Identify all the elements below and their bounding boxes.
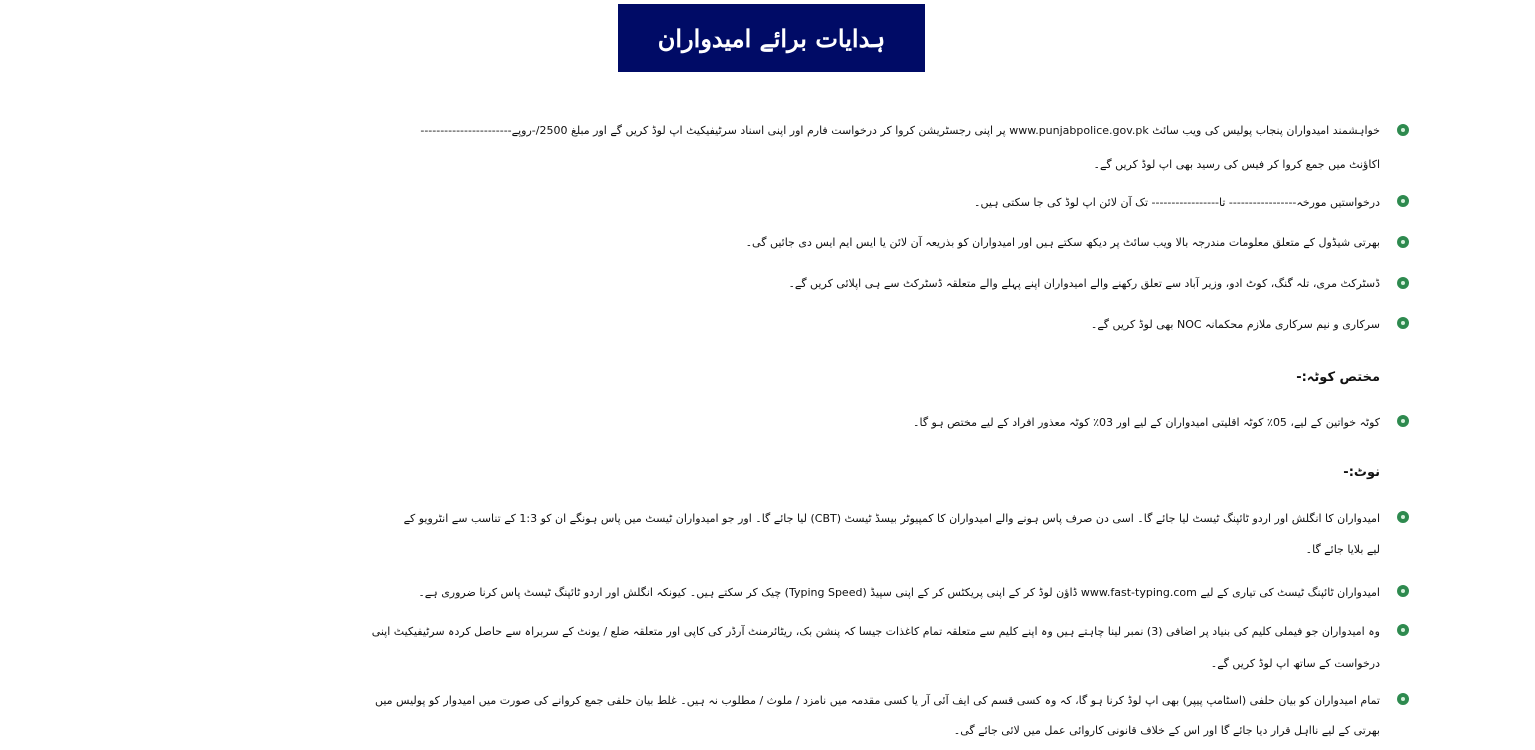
bullet-icon	[1397, 585, 1409, 597]
instruction-item-5: سرکاری و نیم سرکاری ملازم محکمانہ NOC بھی لوڈ کریں گے۔	[1090, 318, 1380, 331]
note-item-2: امیدواران ٹائپنگ ٹیسٹ کی تیاری کے لیے www.fast-typing.com ڈاؤن لوڈ کر کے اپنی پریکٹس کر کے اپنی سپیڈ (Typing Speed) چیک کر سکتے ہیں۔ کیونکہ انگلش اور اردو ٹائپنگ ٹیسٹ پاس کرنا ضروری ہے۔	[418, 586, 1380, 599]
instruction-item-2: درخواستیں مورخہ----------------- تا----------------- تک آن لائن اپ لوڈ کی جا سکتی ہیں۔	[974, 196, 1380, 209]
bullet-icon	[1397, 624, 1409, 636]
bullet-icon	[1397, 195, 1409, 207]
note-heading: نوٹ:-	[1343, 465, 1380, 480]
note-item-3-line-2: درخواست کے ساتھ اپ لوڈ کریں گے۔	[1210, 657, 1380, 670]
instruction-item-3: بھرتی شیڈول کے متعلق معلومات مندرجہ بالا ویب سائٹ پر دیکھ سکتے ہیں اور امیدواران کو بذریعہ آن لائن یا ایس ایم ایس دی جائیں گی۔	[745, 236, 1380, 249]
note-item-3-line-1: وہ امیدواران جو فیملی کلیم کی بنیاد پر اضافی (3) نمبر لینا چاہتے ہیں وہ اپنے کلیم سے متعلقہ تمام کاغذات جیسا کہ پنشن بک، ریٹائرمنٹ آرڈر کی کاپی اور متعلقہ ضلع / یونٹ کے سربراہ سے حاصل کردہ سرٹیفیکیٹ اپنی	[371, 625, 1380, 638]
bullet-icon	[1397, 511, 1409, 523]
note-item-4-line-1: تمام امیدواران کو بیان حلفی (اسٹامپ پیپر) بھی اپ لوڈ کرنا ہو گا، کہ وہ کسی قسم کی ایف آئی آر یا کسی مقدمہ میں نامزد / ملوث / مطلوب نہ ہیں۔ غلط بیان حلفی جمع کروانے کی صورت میں امیدوار کو پولیس میں	[374, 694, 1380, 707]
bullet-icon	[1397, 277, 1409, 289]
instruction-item-1-line-1: خواہشمند امیدواران پنجاب پولیس کی ویب سائٹ www.punjabpolice.gov.pk پر اپنی رجسٹریشن کروا کر درخواست فارم اور اپنی اسناد سرٹیفیکیٹ اپ لوڈ کریں گے اور مبلغ 2500/-روپے-----------------------	[420, 124, 1380, 137]
page-title: ہدایات برائے امیدواران	[618, 4, 925, 72]
bullet-icon	[1397, 317, 1409, 329]
note-item-1-line-2: لیے بلایا جائے گا۔	[1305, 543, 1380, 556]
instruction-item-4: ڈسٹرکٹ مری، تلہ گنگ، کوٹ ادو، وزیر آباد سے تعلق رکھنے والے امیدواران اپنے پہلے والے متعلقہ ڈسٹرکٹ سے ہی اپلائی کریں گے۔	[788, 277, 1380, 290]
quota-heading: مختص کوٹہ:-	[1296, 370, 1380, 385]
note-item-4-line-2: بھرتی کے لیے نااہل قرار دیا جائے گا اور اس کے خلاف قانونی کاروائی عمل میں لائی جائے گی۔	[953, 724, 1380, 737]
bullet-icon	[1397, 124, 1409, 136]
quota-item: کوٹہ خواتین کے لیے، 05٪ کوٹہ اقلیتی امیدواران کے لیے اور 03٪ کوٹہ معذور افراد کے لیے مختص ہو گا۔	[913, 416, 1380, 429]
bullet-icon	[1397, 415, 1409, 427]
bullet-icon	[1397, 236, 1409, 248]
note-item-1-line-1: امیدواران کا انگلش اور اردو ٹائپنگ ٹیسٹ لیا جائے گا۔ اسی دن صرف پاس ہونے والے امیدواران کا کمپیوٹر بیسڈ ٹیسٹ (CBT) لیا جائے گا۔ اور جو امیدواران ٹیسٹ میں پاس ہونگے ان کو 1:3 کے تناسب سے انٹرویو کے	[403, 512, 1380, 525]
instruction-item-1-line-2: اکاؤنٹ میں جمع کروا کر فیس کی رسید بھی اپ لوڈ کریں گے۔	[1093, 158, 1380, 171]
bullet-icon	[1397, 693, 1409, 705]
